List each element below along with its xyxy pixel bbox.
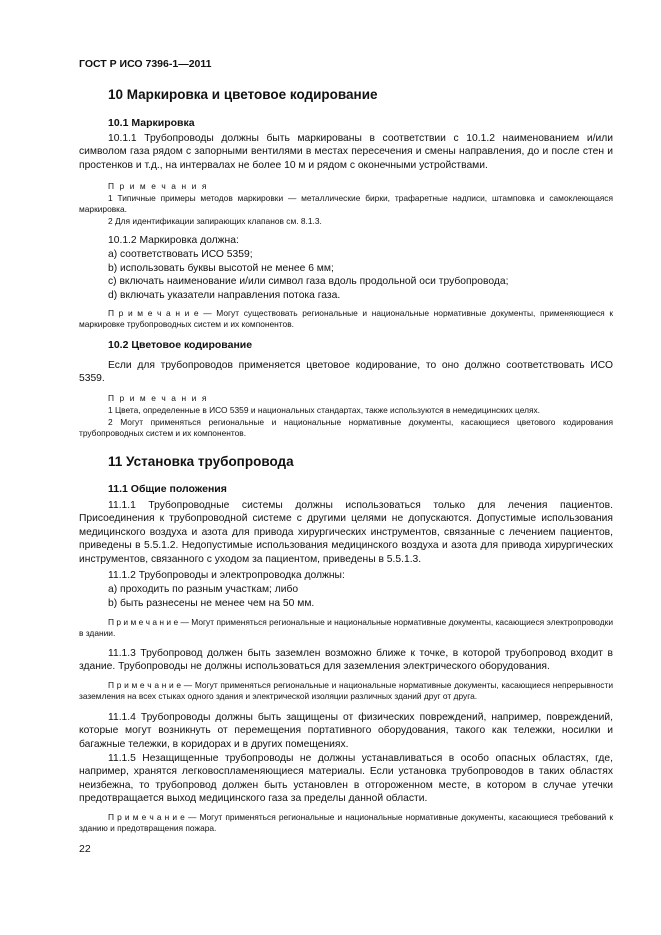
- note-10-2-1: 1 Цвета, определенные в ИСО 5359 и национальных стандартах, также используются в немедицинских целях.: [108, 405, 541, 415]
- paragraph-11-1-2: 11.1.2 Трубопроводы и электропроводка должны:: [108, 570, 345, 581]
- paragraph-10-2: Если для трубопроводов применяется цветовое кодирование, то оно должно соответствовать ИСО 5359.: [79, 360, 613, 385]
- list-item-11-b: b) быть разнесены не менее чем на 50 мм.: [108, 598, 315, 609]
- note-10-1-2: 2 Для идентификации запирающих клапанов см. 8.1.3.: [108, 216, 322, 226]
- paragraph-11-1-1: 11.1.1 Трубопроводные системы должны использоваться только для лечения пациентов. Присоединения к трубопроводной системе с другими целями не допускаются. Допустимые использования медицинского воздуха и азота для привода хирургических инструментов, связанные с лечением пациентов, приведены в 5.5.1.2. Недопустимые использования медицинского воздуха и азота для привода хирургических инструментов, связанного с уходом за пациентом, приведены в 5.5.1.3.: [79, 500, 613, 565]
- note-10-1-3: П р и м е ч а н и е — Могут существовать региональные и национальные нормативные документы, применяющиеся к маркировке трубопроводных систем и их компонентов.: [79, 308, 613, 330]
- list-item-11-a: a) проходить по разным участкам; либо: [108, 584, 299, 595]
- note-11-1-2: П р и м е ч а н и е — Могут применяться региональные и национальные нормативные документы, касающиеся электропроводки в здании.: [79, 617, 613, 639]
- paragraph-11-1-4: 11.1.4 Трубопроводы должны быть защищены от физических повреждений, например, повреждений, которые могут возникнуть от перемещения портативного оборудования, такого как тележки, носилки и багажные тележки, в коридорах и в других помещениях.: [79, 712, 613, 750]
- paragraph-10-1-1: 10.1.1 Трубопроводы должны быть маркированы в соответствии с 10.1.2 наименованием и/или символом газа рядом с запорными вентилями в местах пересечения и смены направления, до и после стен и простенков и т.д., на интервалах не более 10 м и рядом с оконечными устройствами.: [79, 133, 613, 171]
- section-10-title: 10 Маркировка и цветовое кодирование: [108, 87, 378, 102]
- paragraph-11-1-3: 11.1.3 Трубопровод должен быть заземлен возможно ближе к точке, в которой трубопровод входит в здание. Трубопроводы не должны использоваться для заземления электрического оборудования.: [79, 648, 613, 673]
- subsection-10-2-title: 10.2 Цветовое кодирование: [108, 339, 253, 351]
- document-code: ГОСТ Р ИСО 7396-1—2011: [79, 58, 212, 70]
- list-item-a: a) соответствовать ИСО 5359;: [108, 249, 253, 260]
- section-11-title: 11 Установка трубопровода: [108, 454, 294, 469]
- list-item-b: b) использовать буквы высотой не менее 6 мм;: [108, 263, 334, 274]
- note-10-1-1: 1 Типичные примеры методов маркировки — металлические бирки, трафаретные надписи, штамповка и самоклеющаяся маркировка.: [79, 193, 613, 215]
- note-11-1-3: П р и м е ч а н и е — Могут применяться региональные и национальные нормативные документы, касающиеся непрерывности заземления на всех стыках одного здания и электрической изоляции различных зданий друг от друга.: [79, 680, 613, 702]
- paragraph-11-1-5: 11.1.5 Незащищенные трубопроводы не должны устанавливаться в особо опасных областях, где, например, хранятся легковоспламеняющиеся материалы. Если установка трубопроводов в таких областях неизбежна, то трубопровод должен быть установлен в отгороженном месте, в котором в случае утечки предотвращается выход медицинского газа за пределы данной области.: [79, 753, 613, 805]
- page-number: 22: [79, 843, 91, 855]
- list-item-c: c) включать наименование и/или символ газа вдоль продольной оси трубопровода;: [108, 276, 509, 287]
- notes-label: П р и м е ч а н и я: [108, 181, 208, 191]
- subsection-10-1-title: 10.1 Маркировка: [108, 117, 195, 129]
- note-10-2-2: 2 Могут применяться региональные и национальные нормативные документы, касающиеся цветового кодирования трубопроводных систем и их компонентов.: [79, 417, 613, 439]
- list-item-d: d) включать указатели направления потока газа.: [108, 290, 341, 301]
- subsection-11-1-title: 11.1 Общие положения: [108, 483, 227, 495]
- notes-label-2: П р и м е ч а н и я: [108, 393, 208, 403]
- paragraph-10-1-2: 10.1.2 Маркировка должна:: [108, 235, 239, 246]
- note-11-1-5: П р и м е ч а н и е — Могут применяться региональные и национальные нормативные документы, касающиеся требований к зданию и предотвращения пожара.: [79, 812, 613, 834]
